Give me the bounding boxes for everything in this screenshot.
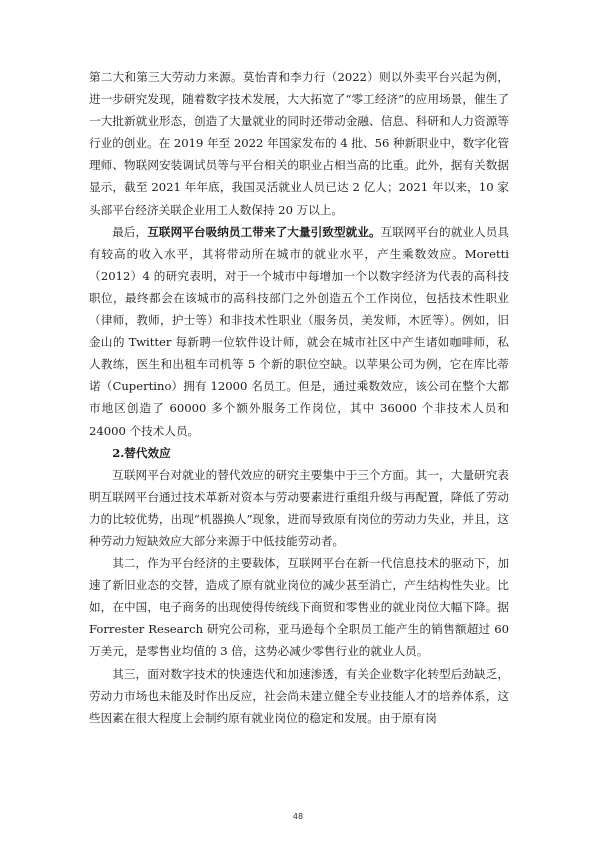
paragraph-1: 第二大和第三大劳动力来源。莫怡青和李力行（2022）则以外卖平台兴起为例，进一步研究发现，随着数字技术发展，大大拓宽了“零工经济”的应用场景，催生了一大批新就业形态，创造了大量就业的同时还带动金融、信息、科研和人力资源等行业的创业。在 2019 年至 2022 年国家发布的 4 批、56 种新职业中，数字化管理师、物联网安装调试员等与平台相关的职业占相当高的比重。此外，据有关数据显示，截至 2021 年年底，我国灵活就业人员已达 2 亿人；2021 年以来，10 家头部平台经济关联企业用工人数保持 20 万以上。 [89, 70, 509, 217]
paragraph-2-prefix: 最后， [112, 224, 148, 239]
paragraph-5: 其三，面对数字技术的快速迭代和加速渗透，有关企业数字化转型后劲缺乏，劳动力市场也未能及时作出反应，社会尚未建立健全专业技能人才的培养体系，这些因素在很大程度上会制约原有就业岗位的稳定和发展。由于原有岗 [89, 666, 509, 725]
section-heading: 2.替代效应 [112, 445, 171, 460]
body-text [89, 66, 509, 729]
paragraph-2-bold: 互联网平台吸纳员工带来了大量引致型就业。 [147, 224, 381, 239]
paragraph-3: 互联网平台对就业的替代效应的研究主要集中于三个方面。其一，大量研究表明互联网平台通过技术革新对资本与劳动要素进行重组升级与再配置，降低了劳动力的比较优势，出现“机器换人”现象，进而导致原有岗位的劳动力失业，并且，这种劳动力短缺效应大部分来源于中低技能劳动者。 [89, 467, 509, 548]
paragraph-2 [89, 221, 509, 442]
paragraph-4: 其二，作为平台经济的主要载体，互联网平台在新一代信息技术的驱动下，加速了新旧业态的交替，造成了原有就业岗位的减少甚至消亡，产生结构性失业。比如，在中国，电子商务的出现使得传统线下商贸和零售业的就业岗位大幅下降。据 Forrester Research 研究公司称，亚马逊每个全职员工能产生的销售额超过 60 万美元，是零售业均值的 3 倍，这势必减少零售行业的就业人员。 [89, 556, 509, 659]
page-number: 48 [292, 812, 304, 821]
paragraph-2-rest: 互联网平台的就业人员具有较高的收入水平，其将带动所在城市的就业水平，产生乘数效应。Moretti（2012）4 的研究表明，对于一个城市中每增加一个以数字经济为代表的高科技职位，最终都会在该城市的高科技部门之外创造五个工作岗位，包括技术性职业（律师，教师，护士等）和非技术性职业（服务员，美发师，木匠等）。例如，旧金山的 Twitter 每新聘一位软件设计师，就会在城市社区中产生诸如咖啡师，私人教练，医生和出租车司机等 5 个新的职位空缺。以苹果公司为例，它在库比蒂诺（Cupertino）拥有 12000 名员工。但是，通过乘数效应，该公司在整个大都市地区创造了 60000 多个额外服务工作岗位，其中 36000 个非技术人员和 24000 个技术人员。 [89, 224, 509, 438]
